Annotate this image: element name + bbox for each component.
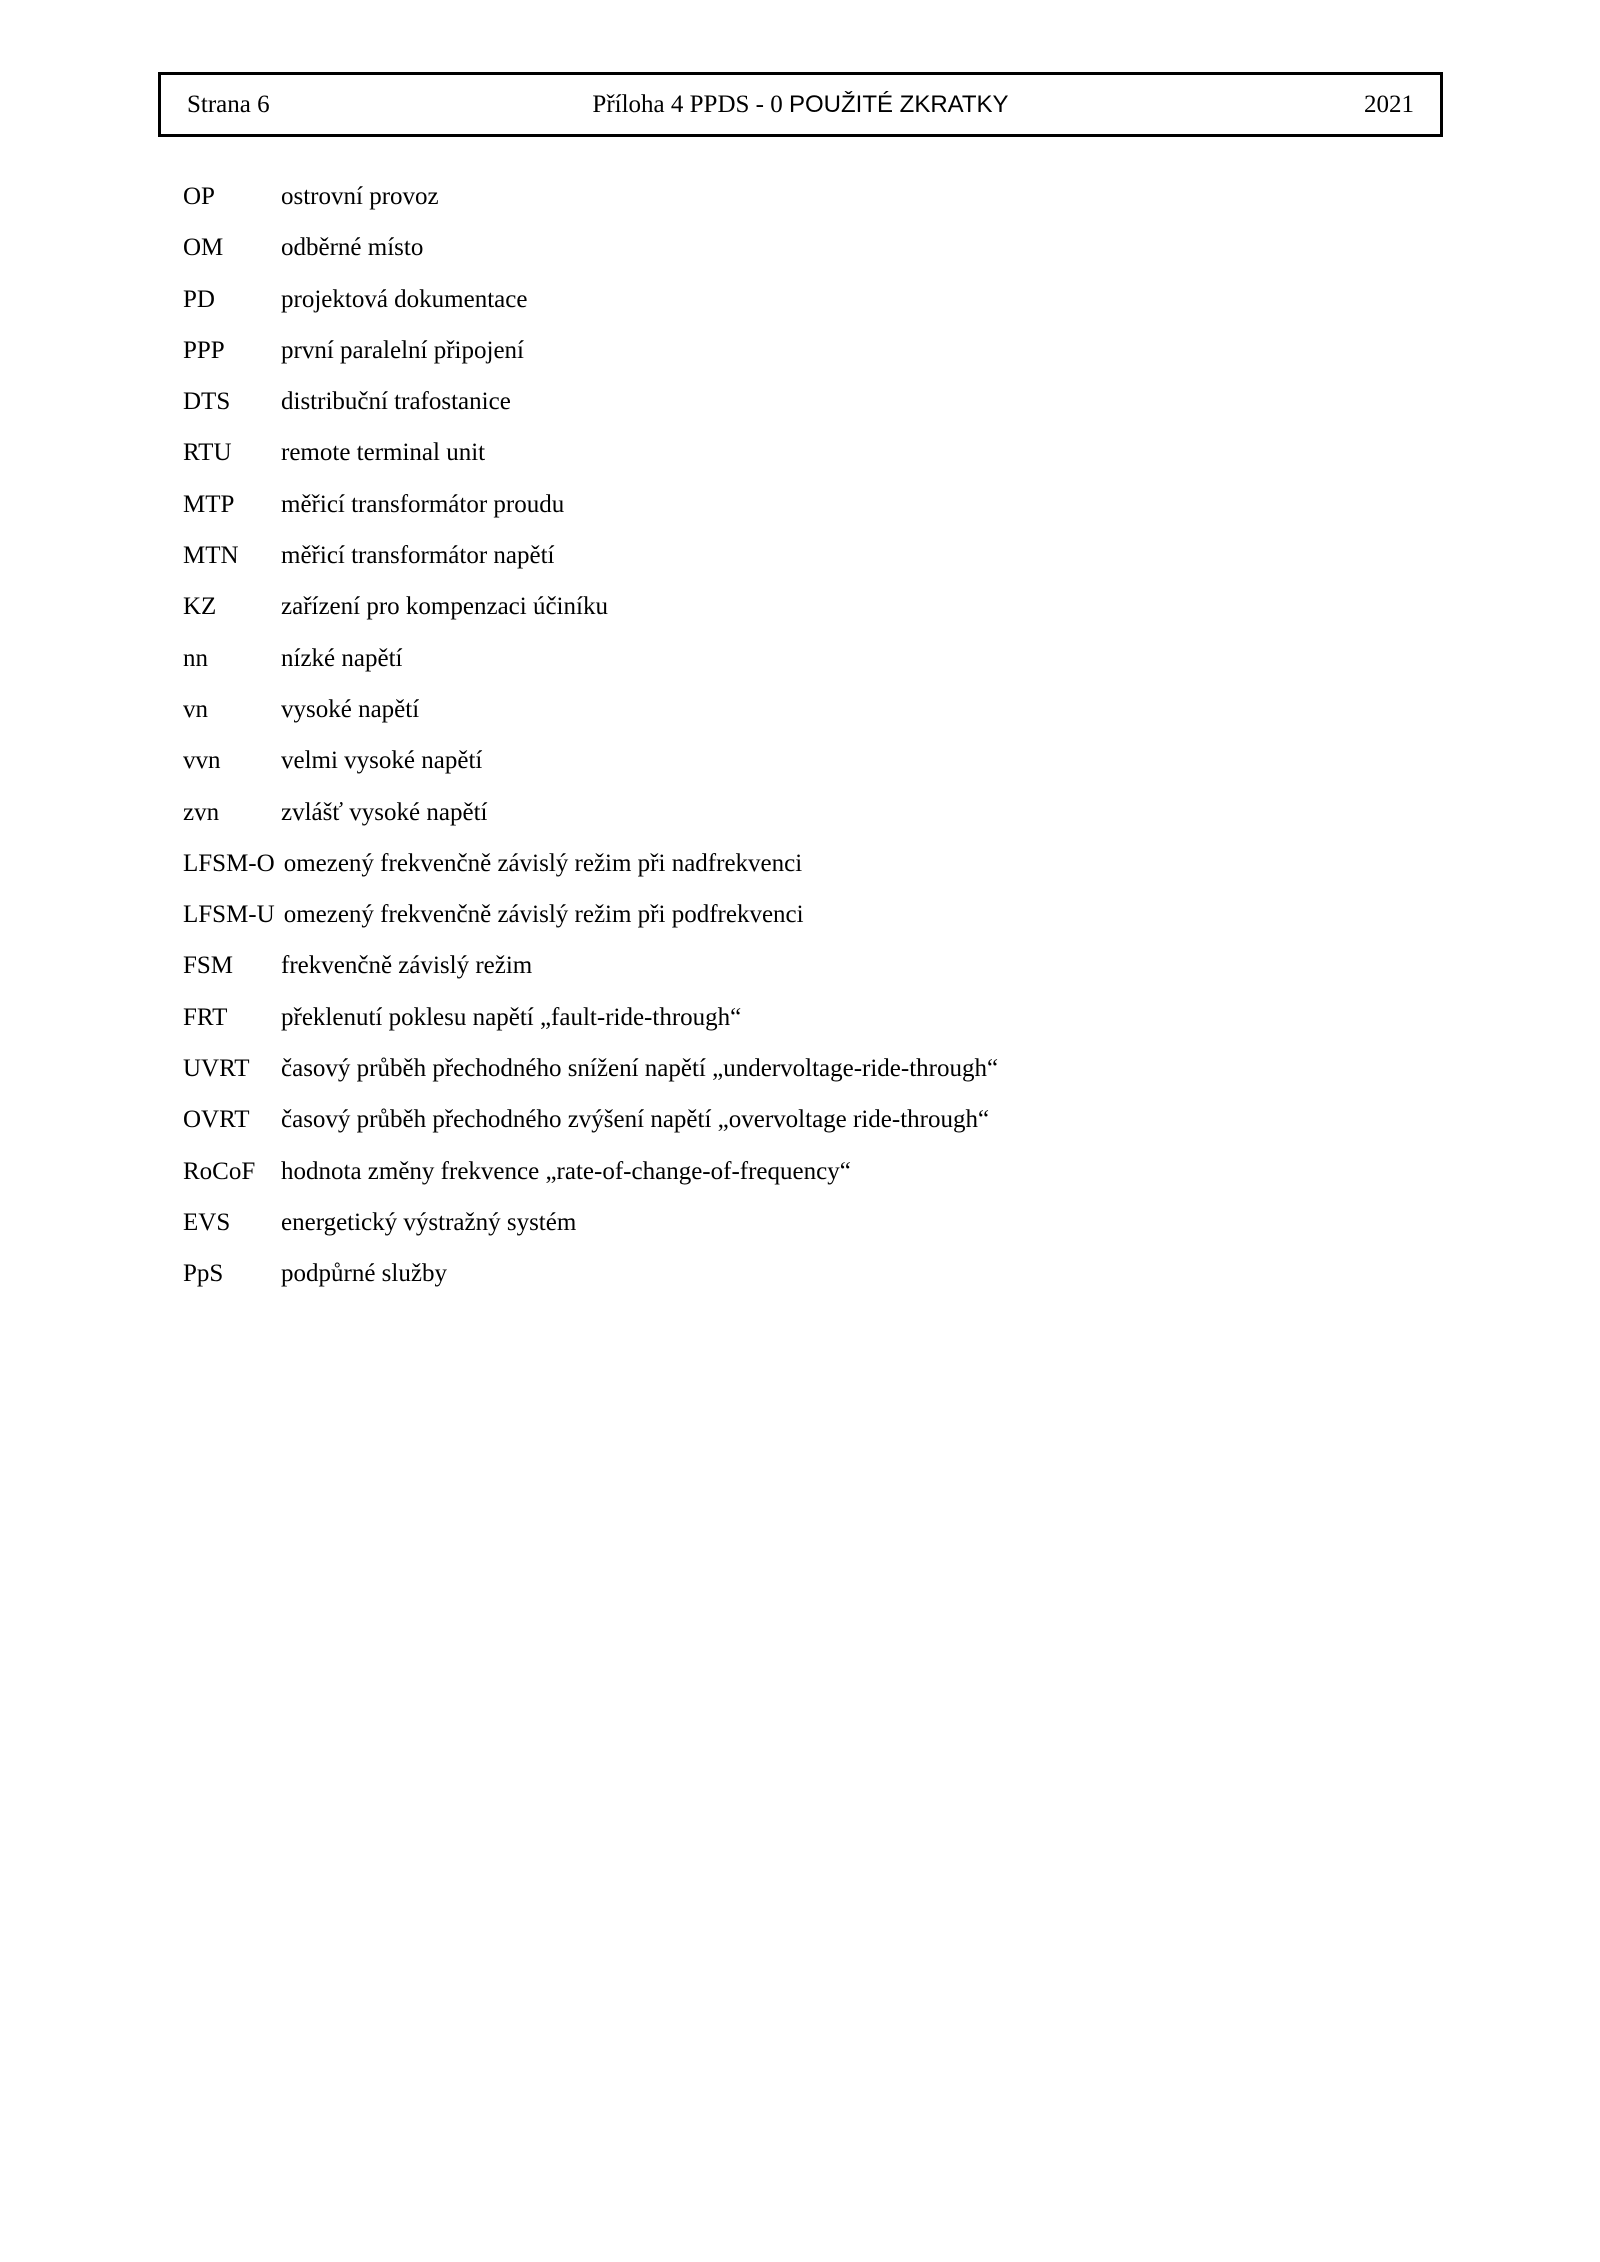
list-item xyxy=(183,1003,1443,1054)
abbreviation-term: MTN xyxy=(183,542,239,570)
abbreviation-definition: remote terminal unit xyxy=(281,439,486,467)
list-item xyxy=(183,1208,1443,1259)
abbreviation-term: zvn xyxy=(183,798,220,826)
abbreviation-term: EVS xyxy=(183,1208,231,1236)
abbreviation-term: OVRT xyxy=(183,1106,250,1134)
abbreviation-definition: podpůrné služby xyxy=(281,1260,447,1288)
list-item xyxy=(183,438,1443,489)
abbreviation-term: MTP xyxy=(183,490,235,518)
header-year: 2021 xyxy=(1364,90,1414,118)
abbreviation-definition: omezený frekvenčně závislý režim při podfrekvenci xyxy=(283,901,804,929)
abbreviation-term: FSM xyxy=(183,952,234,980)
abbreviation-definition: hodnota změny frekvence „rate-of-change-of-frequency“ xyxy=(281,1157,851,1185)
abbreviation-definition: frekvenčně závislý režim xyxy=(281,952,533,980)
abbreviation-definition: první paralelní připojení xyxy=(281,336,524,364)
abbreviation-definition: ostrovní provoz xyxy=(281,183,439,210)
abbreviation-definition: distribuční trafostanice xyxy=(281,388,511,416)
abbreviation-term: LFSM-O xyxy=(183,849,275,877)
abbreviation-definition: časový průběh přechodného snížení napětí „undervoltage-ride-through“ xyxy=(281,1055,999,1083)
header-title-prefix: Příloha 4 PPDS - 0 xyxy=(592,90,789,118)
abbreviation-definition: měřicí transformátor napětí xyxy=(281,542,555,570)
list-item xyxy=(183,951,1443,1002)
page-header-box xyxy=(158,72,1443,137)
abbreviation-term: OM xyxy=(183,234,224,262)
list-item xyxy=(183,644,1443,695)
list-item xyxy=(183,1054,1443,1105)
abbreviation-list xyxy=(183,182,1443,1311)
list-item xyxy=(183,900,1443,951)
abbreviation-definition: velmi vysoké napětí xyxy=(281,747,483,775)
list-item xyxy=(183,592,1443,643)
abbreviation-term: RTU xyxy=(183,439,232,467)
list-item xyxy=(183,1105,1443,1156)
list-item xyxy=(183,490,1443,541)
abbreviation-term: nn xyxy=(183,644,208,672)
list-item xyxy=(183,182,1443,233)
abbreviation-definition: vysoké napětí xyxy=(281,695,420,723)
list-item xyxy=(183,746,1443,797)
list-item xyxy=(183,1259,1443,1310)
list-item xyxy=(183,233,1443,284)
abbreviation-definition: energetický výstražný systém xyxy=(281,1208,577,1236)
list-item xyxy=(183,1157,1443,1208)
header-title-emphasis: POUŽITÉ ZKRATKY xyxy=(788,90,1009,118)
list-item xyxy=(183,798,1443,849)
abbreviation-term: DTS xyxy=(183,388,231,416)
abbreviation-definition: odběrné místo xyxy=(281,234,424,262)
list-item xyxy=(183,285,1443,336)
page-header-inner xyxy=(161,75,1440,134)
abbreviation-definition: zvlášť vysoké napětí xyxy=(281,798,488,826)
abbreviation-term: vvn xyxy=(183,747,221,775)
abbreviation-term: FRT xyxy=(183,1003,228,1031)
abbreviation-definition: omezený frekvenčně závislý režim při nadfrekvenci xyxy=(283,849,803,877)
abbreviation-term: KZ xyxy=(183,593,217,621)
abbreviation-term: PpS xyxy=(183,1260,224,1288)
abbreviation-definition: překlenutí poklesu napětí „fault-ride-through“ xyxy=(281,1003,742,1031)
list-item xyxy=(183,336,1443,387)
header-page-number: Strana 6 xyxy=(187,90,270,118)
abbreviation-definition: projektová dokumentace xyxy=(281,285,528,313)
abbreviation-term: vn xyxy=(183,695,208,723)
abbreviation-definition: nízké napětí xyxy=(281,644,403,672)
list-item xyxy=(183,541,1443,592)
abbreviation-term: LFSM-U xyxy=(183,901,275,929)
list-item xyxy=(183,849,1443,900)
list-item xyxy=(183,695,1443,746)
abbreviation-term: RoCoF xyxy=(183,1157,256,1185)
abbreviation-term: PPP xyxy=(183,336,225,364)
header-title xyxy=(161,91,1440,119)
abbreviation-term: PD xyxy=(183,285,215,313)
list-item xyxy=(183,387,1443,438)
abbreviation-term: OP xyxy=(183,183,215,210)
abbreviation-definition: časový průběh přechodného zvýšení napětí „overvoltage ride-through“ xyxy=(281,1106,990,1134)
abbreviation-definition: zařízení pro kompenzaci účiníku xyxy=(281,593,608,621)
abbreviation-term: UVRT xyxy=(183,1055,250,1083)
abbreviation-definition: měřicí transformátor proudu xyxy=(281,490,565,518)
